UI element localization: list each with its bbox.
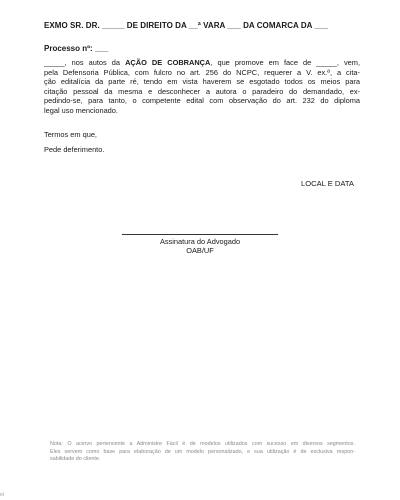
document-heading: EXMO SR. DR. _____ DE DIREITO DA __ª VARA ___ DA COMARCA DA ___ bbox=[44, 21, 328, 30]
body-line-1-suffix: , que promove em face de _____, vem, bbox=[210, 58, 360, 67]
petition-body bbox=[44, 58, 360, 115]
body-line-4: citação pessoal da mesma e desconhecer a autora o paradeiro do demandado, ex- bbox=[44, 86, 360, 96]
footer-note-line-2: Eles servem como base para elaboração de um modelo personalizado, e sua utilização é de exclusiva respon- bbox=[50, 448, 355, 455]
signature-line bbox=[122, 234, 278, 235]
body-line-1-prefix: _____, nos autos da bbox=[44, 58, 126, 67]
body-line-3: ção editalícia da parte ré, tendo em vista haverem se esgotado todos os meios para bbox=[44, 77, 360, 86]
corner-mark: el bbox=[0, 492, 4, 498]
body-line-5: pedindo-se, para tanto, o competente edital com observação do art. 232 do diploma bbox=[44, 96, 360, 105]
body-line-2: pela Defensoria Pública, com fulcro no art. 256 do NCPC, requerer a V. ex.ª, a cita- bbox=[44, 67, 360, 77]
footer-note-line-1: Nota: O acervo pertencente a Administre Fácil é de modelos utilizados com sucesso em diversos segmentos. bbox=[50, 441, 355, 447]
body-line-6: legal uso mencionado. bbox=[44, 105, 118, 115]
footer-note-line-3: sabilidade do cliente. bbox=[50, 456, 101, 463]
signature-name: Assinatura do Advogado bbox=[159, 237, 241, 246]
signature-oab: OAB/UF bbox=[186, 246, 214, 255]
body-line-1 bbox=[44, 58, 360, 68]
processo-number: Processo nº: ___ bbox=[44, 44, 109, 53]
footer-note bbox=[50, 441, 355, 464]
closing-terms: Termos em que, bbox=[44, 130, 97, 139]
closing-request: Pede deferimento. bbox=[44, 145, 105, 154]
action-name: AÇÃO DE COBRANÇA bbox=[125, 58, 211, 67]
local-and-date: LOCAL E DATA bbox=[300, 179, 354, 188]
